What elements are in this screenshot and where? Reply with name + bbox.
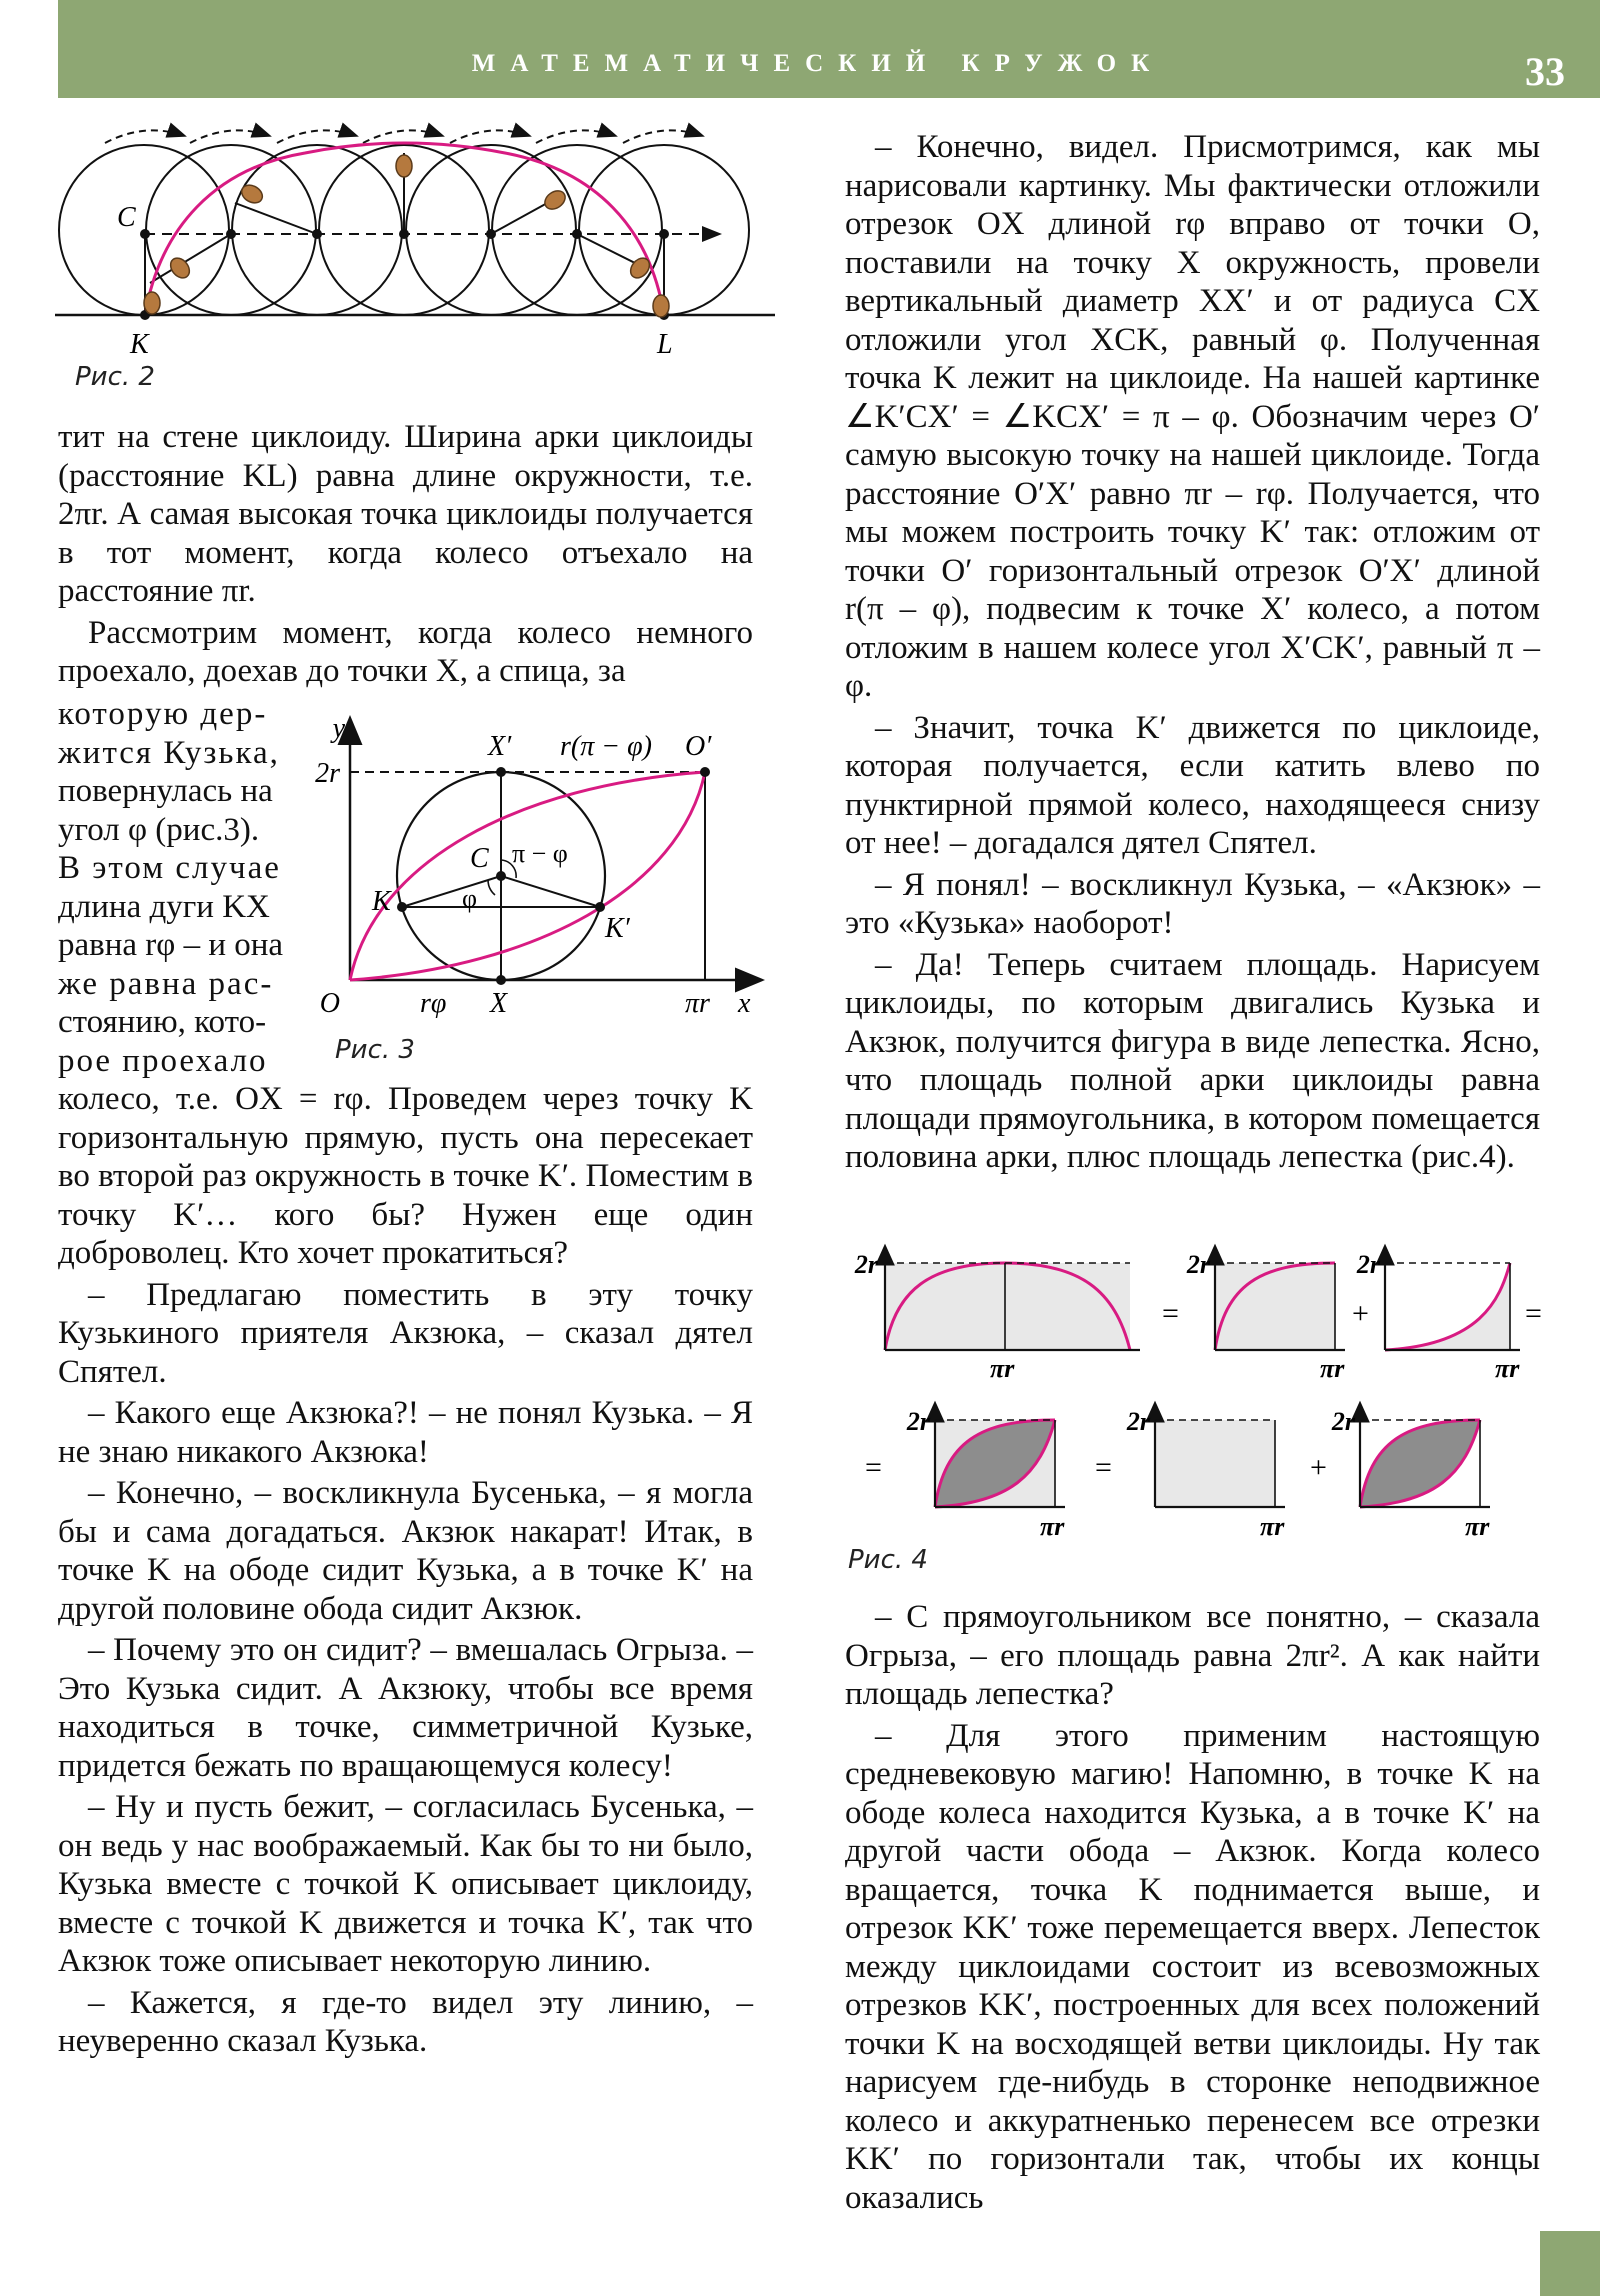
page-header (58, 0, 1600, 98)
text-line: которую дер- (58, 696, 268, 732)
paragraph: Рассмотрим момент, когда колесо немного проехало, доехав до точки X, а спица, за (58, 614, 753, 689)
text-line: повернулась на (58, 773, 273, 809)
paragraph: – Почему это он сидит? – вмешалась Огрыза. – Это Кузька сидит. А Акзюку, чтобы все время находиться в точке, симметричной Кузьке, придется бежать по вращающемуся колесу! (58, 1632, 753, 1784)
wrapped-text (58, 695, 303, 1080)
label-2r: 2r (1331, 1407, 1355, 1436)
label-x-point: X (490, 988, 508, 1019)
label-2r: 2r (906, 1407, 930, 1436)
diagram-half-arch-inverted (1385, 1248, 1520, 1350)
label-2r: 2r (854, 1250, 878, 1279)
figure-2-cycloid-wheels (55, 108, 775, 368)
paragraph: – Для этого применим настоящую средневековую магию! Напомню, в точке K на ободе колеса находится Кузька, а в точке K′ на другой части обода – Акзюк. Когда колесо вращается, точка K поднимается выше, и отрезок KK′ тоже перемещается вверх. Лепесток между циклоидами состоит из всевозможных отрезков KK′, построенных для всех положений точки K на восходящей ветви циклоиды. Ну так нарисуем где-нибудь в сторонке неподвижное колесо и аккуратненько перенесем все отрезки KK′ по горизонтали так, чтобы их концы оказались (845, 1717, 1540, 2216)
paragraph: – Я понял! – воскликнул Кузька, – «Акзюк» – это «Кузька» наоборот! (845, 866, 1540, 941)
label-2r: 2r (315, 758, 340, 789)
label-pi-r: πr (1495, 1354, 1520, 1383)
page-number: 33 (1525, 49, 1565, 94)
motion-arrows (105, 130, 703, 143)
label-c: C (117, 202, 136, 233)
label-pi-r: πr (1040, 1512, 1065, 1541)
label-r-pi-phi: r(π − φ) (560, 731, 652, 762)
paragraph: – Конечно, – воскликнула Бусенька, – я могла бы и сама догадаться. Акзюк накарат! Итак, в точке K на ободе сидит Кузька, а в точке K′ на другой половине обода сидит Акзюк. (58, 1475, 753, 1627)
text-line: равна rφ – и она (58, 927, 284, 963)
paragraph: – Ну и пусть бежит, – согласилась Бусенька, – он ведь у нас воображаемый. Как бы то ни было, Кузька вместе с точкой K описывает циклоиду, вместе с точкой K движется и точка K′, так что Акзюк тоже описывает некоторую линию. (58, 1789, 753, 1979)
label-pi-r: πr (1465, 1512, 1490, 1541)
text-line: угол φ (рис.3). (58, 811, 260, 848)
label-phi: φ (462, 884, 478, 913)
text-line: жится Кузька, (58, 734, 280, 771)
figure-2-caption: Рис. 2 (75, 362, 155, 392)
label-2r: 2r (1356, 1250, 1380, 1279)
label-c: C (470, 843, 489, 874)
label-pi-r: πr (1260, 1512, 1285, 1541)
equals-sign: = (865, 1451, 882, 1484)
section-title: МАТЕМАТИЧЕСКИЙ КРУЖОК (471, 50, 1165, 77)
paragraph: – Предлагаю поместить в эту точку Кузькиного приятеля Акзюка, – сказал дятел Спятел. (58, 1276, 753, 1390)
right-column (845, 128, 1540, 1177)
paragraph: – Значит, точка K′ движется по циклоиде, которая получается, если катить влево по пунктирной прямой колесо, находящееся снизу от нее! – догадался дятел Спятел. (845, 709, 1540, 861)
paragraph: – Кажется, я где-то видел эту линию, – неуверенно сказал Кузька. (58, 1984, 753, 2059)
equals-sign: = (1525, 1297, 1542, 1330)
label-pi-r: πr (1320, 1354, 1345, 1383)
label-2r: 2r (1186, 1250, 1210, 1279)
label-o: O (319, 988, 340, 1019)
paragraph: тит на стене циклоиду. Ширина арки циклоиды (расстояние KL) равна длине окружности, т.е. 2πr. А самая высокая точка циклоиды получается в тот момент, когда колесо отъехало на расстояние πr. (58, 419, 753, 609)
label-o-prime: O′ (685, 731, 712, 762)
label-2r: 2r (1126, 1407, 1150, 1436)
diagram-full-arch (885, 1248, 1140, 1350)
label-k: K (372, 886, 391, 917)
figure-3-caption: Рис. 3 (335, 1035, 415, 1065)
label-y: y (332, 713, 345, 744)
label-pi-r: πr (685, 988, 710, 1019)
label-pi-minus-phi: π − φ (512, 839, 568, 868)
footer-tab (1540, 2231, 1600, 2296)
left-column-continued (58, 1080, 753, 2061)
figure-4-area-diagram (840, 1245, 1560, 1565)
text-line: рое проехало (58, 1042, 268, 1079)
equals-sign: = (1162, 1297, 1179, 1330)
text-line: же равна рас- (58, 965, 274, 1002)
paragraph: колесо, т.е. OX = rφ. Проведем через точку K горизонтальную прямую, пусть она пересекает во второй раз окружность в точке K′. Поместим в точку K′… кого бы? Нужен еще один доброволец. Кто хочет прокатиться? (58, 1081, 753, 1271)
label-x-axis: x (738, 988, 751, 1019)
label-pi-r: πr (990, 1354, 1015, 1383)
diagram-half-arch (1215, 1248, 1345, 1350)
plus-sign: + (1310, 1451, 1327, 1484)
right-column-continued (845, 1598, 1540, 2217)
figure-4-caption: Рис. 4 (848, 1545, 928, 1575)
figure-3-diagram (315, 710, 770, 1020)
diagram-rect-with-petal (935, 1405, 1065, 1507)
plus-sign: + (1352, 1297, 1369, 1330)
equals-sign: = (1095, 1451, 1112, 1484)
label-r-phi: rφ (420, 988, 447, 1019)
label-k: K (130, 329, 149, 360)
inverted-cycloid-curve (350, 772, 705, 980)
paragraph: – Да! Теперь считаем площадь. Нарисуем циклоиды, по которым двигались Кузька и Акзюк, получится фигура в виде лепестка. Ясно, что площадь полной арки циклоиды равна площади прямоугольника, в котором помещается половина арки, плюс площадь лепестка (рис.4). (845, 946, 1540, 1175)
label-l: L (657, 329, 673, 360)
cycloid-curve (350, 772, 705, 980)
text-line: стоянию, кото- (58, 1004, 267, 1040)
text-line: длина дуги KX (58, 888, 270, 925)
paragraph: – Какого еще Акзюка?! – не понял Кузька. – Я не знаю никакого Акзюка! (58, 1395, 753, 1470)
label-k-prime: K′ (605, 913, 630, 944)
paragraph: – С прямоугольником все понятно, – сказала Огрыза, – его площадь равна 2πr². А как найти площадь лепестка? (845, 1599, 1540, 1712)
text-line: В этом случае (58, 850, 281, 886)
label-x-prime: X′ (488, 731, 512, 762)
paragraph: – Конечно, видел. Присмотримся, как мы нарисовали картинку. Мы фактически отложили отрезок OX длиной rφ вправо от точки O, поставили на точку X окружность, провели вертикальный диаметр XX′ и от радиуса CX отложили угол XCK, равный φ. Полученная точка K лежит на циклоиде. На нашей картинке ∠K′CX′ = ∠KCX′ = π – φ. Обозначим через O′ самую высокую точку на нашей циклоиде. Тогда расстояние O′X′ равно πr – rφ. Получается, что мы можем построить точку K′ так: отложим от точки O′ горизонтальный отрезок O′X′ длиной r(π – φ), подвесим к точке X′ колесо, а потом отложим в нашем колесе угол X′CK′, равный π – φ. (845, 129, 1540, 704)
left-column (58, 418, 753, 691)
diagram-rectangle (1155, 1405, 1285, 1507)
diagram-petal (1360, 1405, 1490, 1507)
